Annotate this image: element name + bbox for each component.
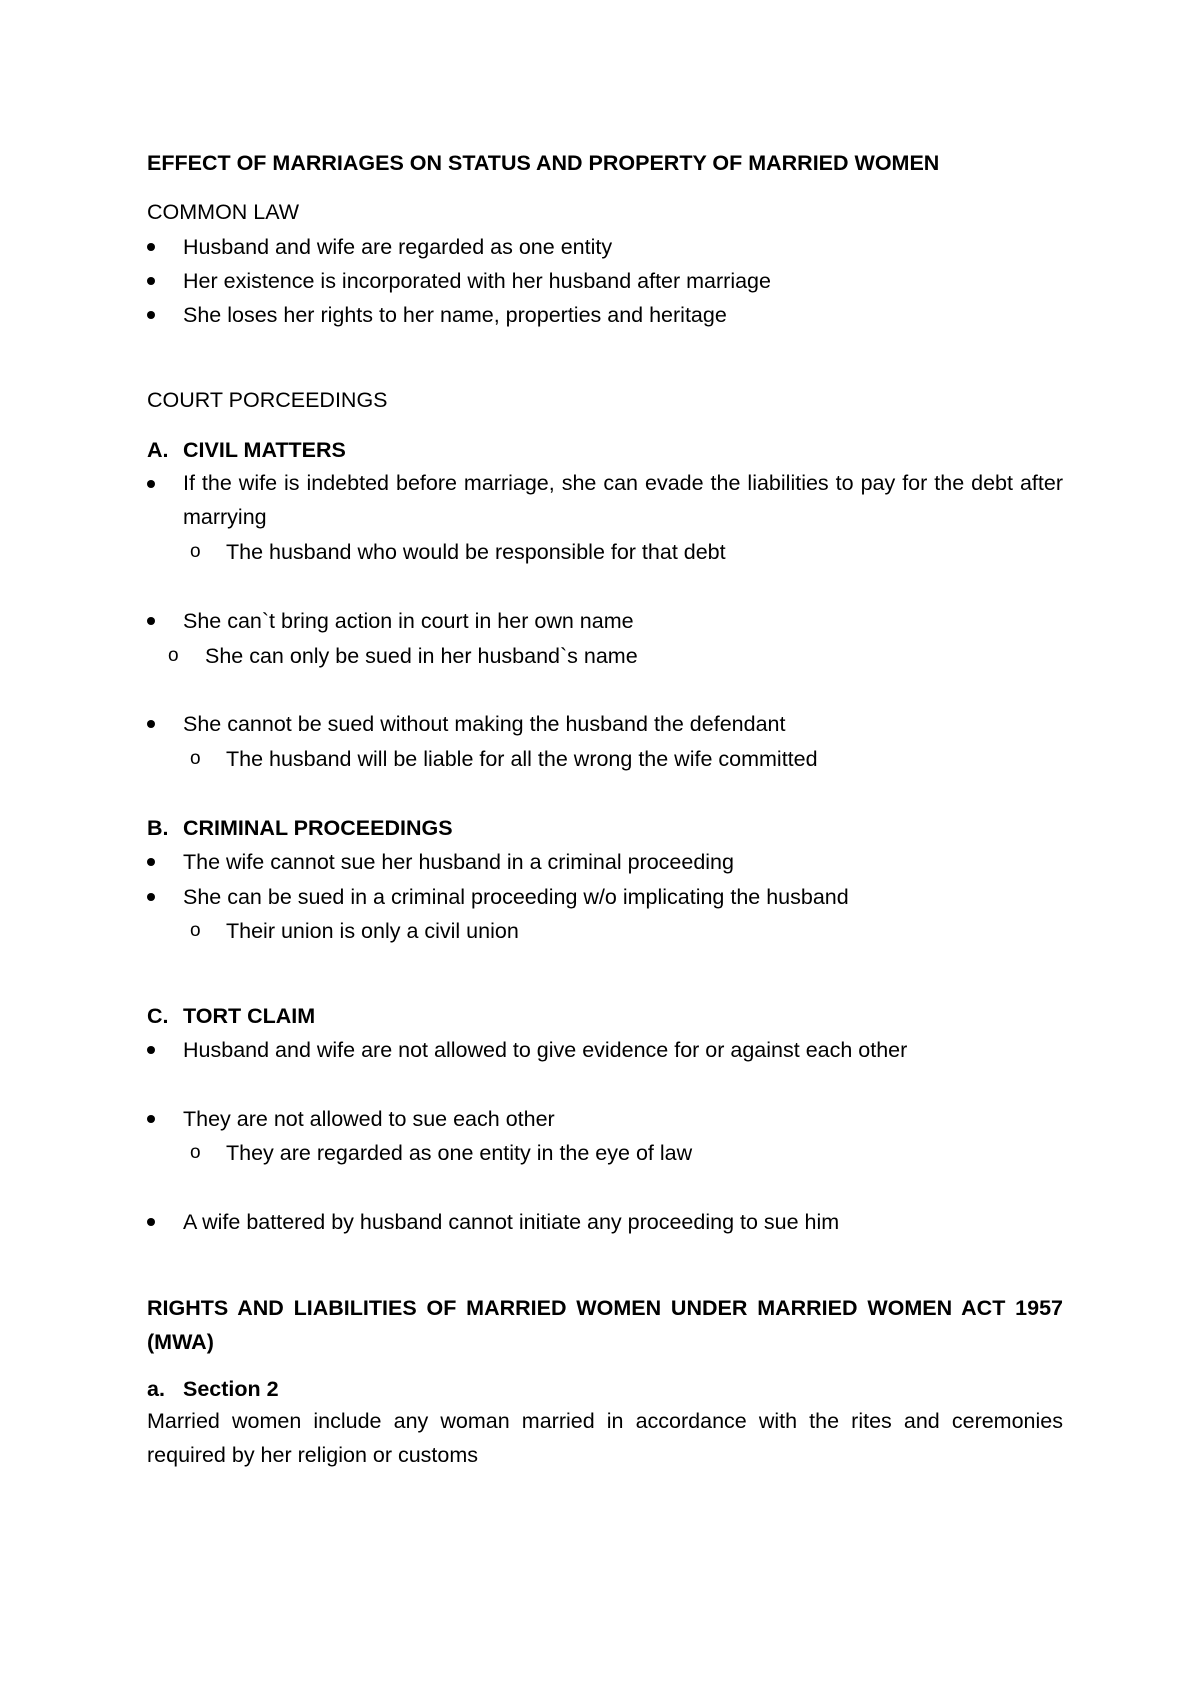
tort-claim-heading: TORT CLAIM — [183, 1004, 316, 1028]
sub-bullet-icon: o — [168, 645, 179, 666]
civil-matters-heading: CIVIL MATTERS — [183, 438, 346, 462]
civil-point-debt: If the wife is indebted before marriage, she can evade the liabilities to pay for the debt after marrying — [183, 471, 1063, 529]
common-law-point: Husband and wife are regarded as one entity — [183, 235, 613, 259]
civil-matters-marker: A. — [147, 438, 169, 462]
court-proceedings-heading: COURT PORCEEDINGS — [147, 388, 388, 412]
tort-claim-marker: C. — [147, 1004, 169, 1028]
civil-point-action: She can`t bring action in court in her own name — [183, 609, 634, 633]
bullet-icon — [147, 1046, 155, 1054]
common-law-point: She loses her rights to her name, properties and heritage — [183, 303, 727, 327]
tort-point-sue: They are not allowed to sue each other — [183, 1107, 555, 1131]
bullet-icon — [147, 858, 155, 866]
civil-subpoint-action: She can only be sued in her husband`s name — [205, 644, 638, 668]
bullet-icon — [147, 277, 155, 285]
sub-bullet-icon: o — [190, 920, 201, 941]
section-title: Section 2 — [183, 1377, 279, 1401]
bullet-icon — [147, 243, 155, 251]
section-marker: a. — [147, 1377, 165, 1401]
criminal-point-sued: She can be sued in a criminal proceeding w/o implicating the husband — [183, 885, 849, 909]
bullet-icon — [147, 1115, 155, 1123]
criminal-point-sue: The wife cannot sue her husband in a criminal proceeding — [183, 850, 734, 874]
criminal-subpoint-union: Their union is only a civil union — [226, 919, 519, 943]
bullet-icon — [147, 893, 155, 901]
common-law-heading: COMMON LAW — [147, 200, 300, 224]
bullet-icon — [147, 480, 155, 488]
common-law-point: Her existence is incorporated with her husband after marriage — [183, 269, 771, 293]
tort-point-battered: A wife battered by husband cannot initiate any proceeding to sue him — [183, 1210, 840, 1234]
bullet-icon — [147, 720, 155, 728]
civil-subpoint-debt: The husband who would be responsible for that debt — [226, 540, 726, 564]
civil-point-defendant: She cannot be sued without making the husband the defendant — [183, 712, 786, 736]
section-text: Married women include any woman married in accordance with the rites and ceremonies required by her religion or customs — [147, 1409, 1063, 1467]
bullet-icon — [147, 311, 155, 319]
bullet-icon — [147, 617, 155, 625]
criminal-proceedings-heading: CRIMINAL PROCEEDINGS — [183, 816, 453, 840]
bullet-icon — [147, 1218, 155, 1226]
civil-subpoint-defendant: The husband will be liable for all the wrong the wife committed — [226, 747, 818, 771]
document-title: EFFECT OF MARRIAGES ON STATUS AND PROPERTY OF MARRIED WOMEN — [147, 151, 940, 175]
sub-bullet-icon: o — [190, 1142, 201, 1163]
mwa-heading: RIGHTS AND LIABILITIES OF MARRIED WOMEN UNDER MARRIED WOMEN ACT 1957 (MWA) — [147, 1296, 1063, 1354]
tort-subpoint-entity: They are regarded as one entity in the eye of law — [226, 1141, 693, 1165]
sub-bullet-icon: o — [190, 541, 201, 562]
sub-bullet-icon: o — [190, 748, 201, 769]
tort-point-evidence: Husband and wife are not allowed to give evidence for or against each other — [183, 1038, 908, 1062]
criminal-proceedings-marker: B. — [147, 816, 169, 840]
